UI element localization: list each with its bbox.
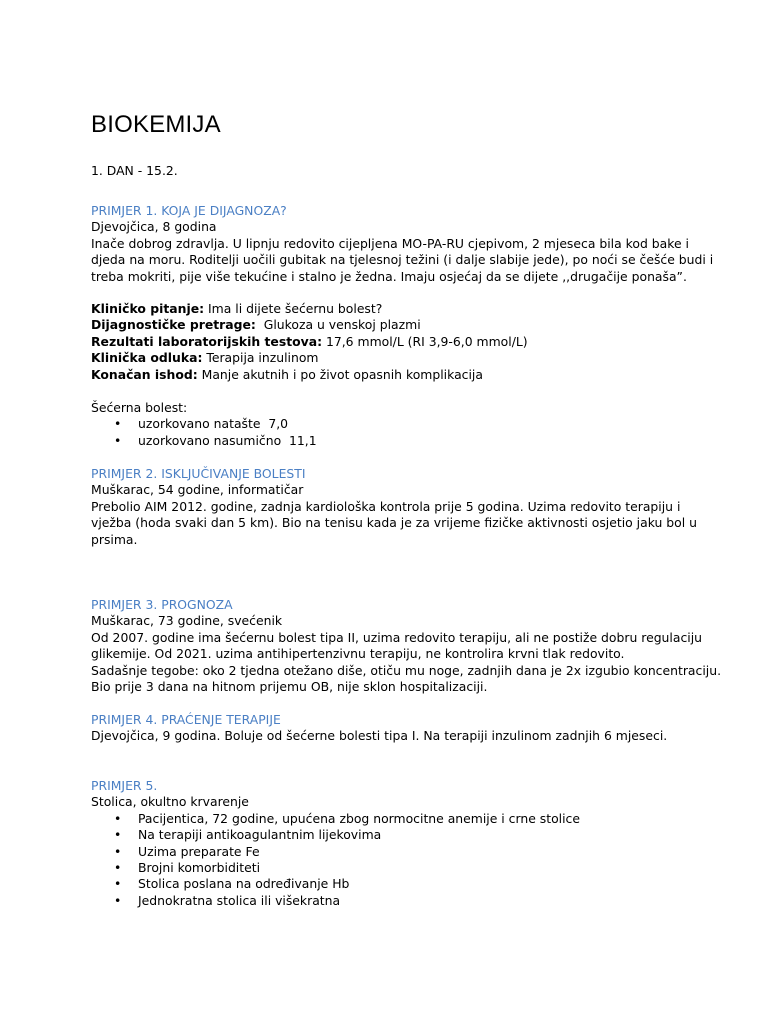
example-5-subtitle: Stolica, okultno krvarenje <box>91 794 249 810</box>
field-value: 17,6 mmol/L (RI 3,9-6,0 mmol/L) <box>322 333 528 349</box>
list-item-text: Pacijentica, 72 godine, upućena zbog normocitne anemije i crne stolice <box>138 810 580 826</box>
list-item <box>91 860 691 876</box>
day-label: 1. DAN - 15.2. <box>91 163 178 178</box>
example-3-patient: Muškarac, 73 godine, svećenik <box>91 613 283 629</box>
field-label: Dijagnostičke pretrage: <box>91 317 256 333</box>
field-label: Rezultati laboratorijskih testova: <box>91 333 323 349</box>
diabetes-criteria <box>91 400 691 449</box>
example-5-bullet-list <box>91 811 691 909</box>
example-2-text-line: prsima. <box>91 531 138 547</box>
example-1 <box>91 203 714 285</box>
example-3-text-line: Od 2007. godine ima šećernu bolest tipa II, uzima redovito terapiju, ali ne postiže dobru regulaciju <box>91 629 703 645</box>
example-5-heading: PRIMJER 5. <box>91 778 158 793</box>
example-3-text-line: Sadašnje tegobe: oko 2 tjedna otežano diše, otiču mu noge, zadnjih dana je 2x izgubio koncentraciju. <box>91 662 722 678</box>
list-item <box>91 893 691 909</box>
list-item <box>91 844 691 860</box>
field-value: Ima li dijete šećernu bolest? <box>204 301 383 316</box>
field-clinical-decision <box>91 350 691 366</box>
example-2-patient: Muškarac, 54 godine, informatičar <box>91 482 304 498</box>
field-final-outcome <box>91 367 691 383</box>
example-1-heading: PRIMJER 1. KOJA JE DIJAGNOZA? <box>91 203 287 218</box>
field-value: Manje akutnih i po život opasnih komplikacija <box>197 366 483 382</box>
list-item-text: Brojni komorbiditeti <box>138 859 261 875</box>
example-4-text: Djevojčica, 9 godina. Boluje od šećerne bolesti tipa I. Na terapiji inzulinom zadnjih 6 mjeseci. <box>91 728 668 744</box>
list-item-text: Stolica poslana na određivanje Hb <box>138 876 350 892</box>
list-item <box>91 827 691 843</box>
bullet-icon: • <box>114 416 122 432</box>
example-3-heading: PRIMJER 3. PROGNOZA <box>91 597 233 612</box>
list-item-text: Jednokratna stolica ili višekratna <box>138 892 341 908</box>
example-2-text-line: vježba (hoda svaki dan 5 km). Bio na tenisu kada je za vrijeme fizičke aktivnosti osjetio jaku bol u <box>91 515 697 531</box>
list-item <box>91 416 691 432</box>
bullet-icon: • <box>114 876 122 892</box>
example-2 <box>91 466 697 548</box>
list-item-text: Na terapiji antikoagulantnim lijekovima <box>138 827 382 843</box>
example-1-text-line: Inače dobrog zdravlja. U lipnju redovito cijepljena MO-PA-RU cjepivom, 2 mjeseca bila kod bake i <box>91 235 689 251</box>
example-5 <box>91 778 691 909</box>
field-clinical-question <box>91 301 691 317</box>
bullet-icon: • <box>114 892 122 908</box>
example-1-patient: Djevojčica, 8 godina <box>91 219 217 235</box>
example-1-text-line: treba mokriti, pije više tekućine i stalno je žedna. Imaju osjećaj da se dijete ,,drugačije ponaša”. <box>91 268 687 284</box>
example-4-heading: PRIMJER 4. PRAĆENJE TERAPIJE <box>91 712 281 727</box>
list-item <box>91 433 691 449</box>
example-2-heading: PRIMJER 2. ISKLJUČIVANJE BOLESTI <box>91 466 306 481</box>
field-label: Kliničko pitanje: <box>91 301 205 316</box>
list-item <box>91 811 691 827</box>
bullet-icon: • <box>114 827 122 843</box>
example-3-text-line: glikemije. Od 2021. uzima antihipertenzivnu terapiju, ne kontrolira krvni tlak redovito. <box>91 646 625 662</box>
example-4 <box>91 712 691 745</box>
diabetes-label: Šećerna bolest: <box>91 400 188 415</box>
field-diagnostic-tests <box>91 317 691 333</box>
document-title: BIOKEMIJA <box>91 111 221 138</box>
list-item-text: uzorkovano nasumično 11,1 <box>138 432 317 448</box>
field-value: Terapija inzulinom <box>202 350 319 366</box>
example-3 <box>91 597 722 695</box>
list-item <box>91 876 691 892</box>
bullet-icon: • <box>114 843 122 859</box>
example-2-text-line: Prebolio AIM 2012. godine, zadnja kardiološka kontrola prije 5 godina. Uzima redovito terapiju i <box>91 498 681 514</box>
example-1-text-line: djeda na moru. Roditelji uočili gubitak na tjelesnoj težini (i dalje slabije jede), po noći se češće budi i <box>91 252 714 268</box>
example-1-fields <box>91 301 691 383</box>
field-value: Glukoza u venskoj plazmi <box>255 317 421 333</box>
day-label-block <box>91 163 691 179</box>
bullet-icon: • <box>114 810 122 826</box>
list-item-text: uzorkovano natašte 7,0 <box>138 416 289 432</box>
field-label: Klinička odluka: <box>91 350 203 366</box>
diabetes-bullet-list <box>91 416 691 449</box>
list-item-text: Uzima preparate Fe <box>138 843 260 859</box>
field-label: Konačan ishod: <box>91 366 198 382</box>
example-3-text-line: Bio prije 3 dana na hitnom prijemu OB, nije sklon hospitalizaciji. <box>91 678 488 694</box>
bullet-icon: • <box>114 859 122 875</box>
bullet-icon: • <box>114 432 122 448</box>
field-lab-results <box>91 334 691 350</box>
